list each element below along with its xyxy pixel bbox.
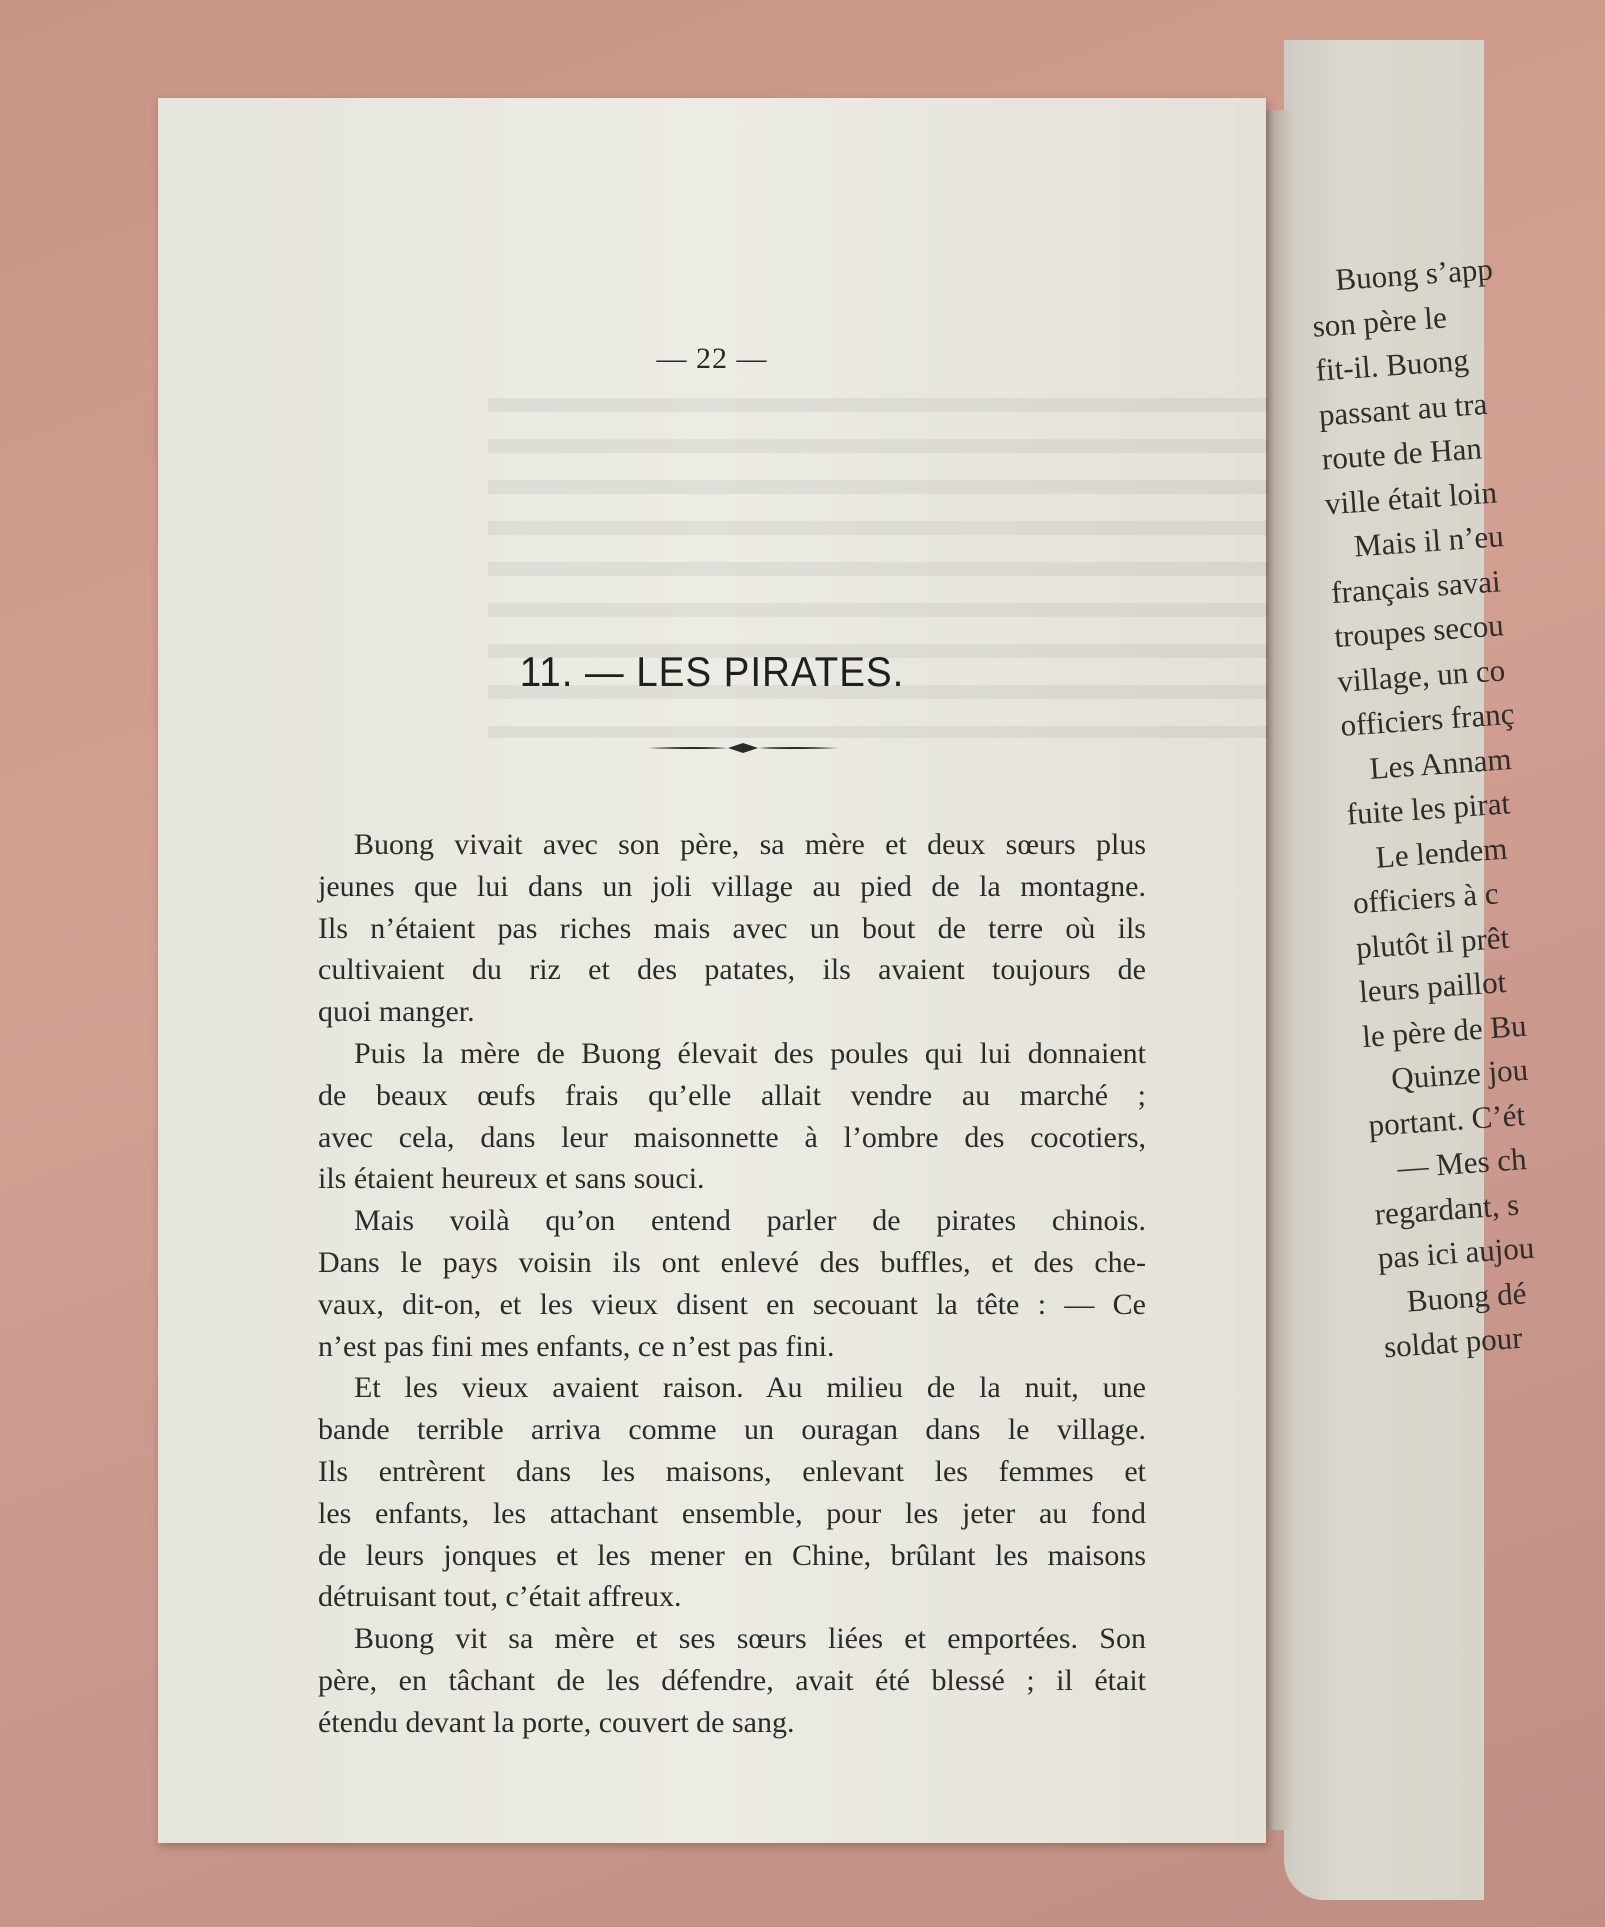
text-line: quoi manger. <box>318 995 475 1029</box>
text-line: père, en tâchant de les défendre, avait été blessé ; il était <box>318 1663 1146 1697</box>
right-page-line: officiers à c <box>1351 875 1500 921</box>
right-page-line: français savai <box>1330 562 1502 610</box>
right-page-line: Le lendem <box>1374 830 1509 875</box>
chapter-title: 11. — LES PIRATES. <box>519 648 905 695</box>
right-page-line: plutôt il prêt <box>1354 919 1511 965</box>
body-text <box>318 824 1146 1744</box>
page-number: — 22 — <box>656 342 768 375</box>
text-line: de beaux œufs frais qu’elle allait vendre au marché ; <box>318 1078 1146 1112</box>
right-page-line: portant. C’ét <box>1367 1096 1527 1143</box>
right-page-line: pas ici aujou <box>1376 1229 1536 1276</box>
right-page-line: son père le <box>1311 299 1448 344</box>
right-page-line: soldat pour <box>1382 1319 1524 1365</box>
right-page-line: Quinze jou <box>1390 1051 1530 1097</box>
right-page-line: passant au tra <box>1317 385 1489 433</box>
right-page-line: — Mes ch <box>1396 1140 1528 1185</box>
text-line: bande terrible arriva comme un ouragan dans le village. <box>318 1413 1146 1447</box>
right-page-line: leurs paillot <box>1357 963 1508 1010</box>
left-page <box>158 98 1266 1843</box>
text-line: les enfants, les attachant ensemble, pour les jeter au fond <box>318 1496 1146 1530</box>
right-page-line: officiers franç <box>1339 695 1516 743</box>
text-line: Buong vit sa mère et ses sœurs liées et emportées. Son <box>354 1622 1146 1656</box>
text-line: vaux, dit-on, et les vieux disent en secouant la tête : — Ce <box>318 1287 1146 1321</box>
right-page-line: fuite les pirat <box>1345 785 1512 832</box>
text-line: Dans le pays voisin ils ont enlevé des buffles, et des che- <box>318 1245 1146 1279</box>
ornament-divider <box>648 740 838 756</box>
right-page-line: fit-il. Buong <box>1314 342 1470 388</box>
text-line: Puis la mère de Buong élevait des poules qui lui donnaient <box>354 1036 1146 1070</box>
text-line: de leurs jonques et les mener en Chine, brûlant les maisons <box>318 1538 1146 1572</box>
right-page-line: le père de Bu <box>1361 1007 1528 1054</box>
right-page-line: route de Han <box>1320 430 1483 477</box>
right-page-line: village, un co <box>1336 651 1507 699</box>
text-line: Ils n’étaient pas riches mais avec un bout de terre où ils <box>318 911 1146 945</box>
text-line: détruisant tout, c’était affreux. <box>318 1580 682 1614</box>
book-spine <box>1262 110 1292 1830</box>
text-line: Et les vieux avaient raison. Au milieu de la nuit, une <box>354 1371 1146 1405</box>
text-line: Ils entrèrent dans les maisons, enlevant les femmes et <box>318 1454 1146 1488</box>
text-line: avec cela, dans leur maisonnette à l’ombre des cocotiers, <box>318 1120 1146 1154</box>
text-line: étendu devant la porte, couvert de sang. <box>318 1705 795 1739</box>
right-page-line: ville était loin <box>1323 473 1499 521</box>
text-line: Buong vivait avec son père, sa mère et deux sœurs plus <box>354 828 1146 861</box>
right-page-line: regardant, s <box>1373 1186 1521 1232</box>
right-page-line: Les Annam <box>1368 740 1513 786</box>
text-line: jeunes que lui dans un joli village au pied de la montagne. <box>318 869 1146 903</box>
right-page-line: troupes secou <box>1333 607 1505 655</box>
text-line: cultivaient du riz et des patates, ils avaient toujours de <box>318 953 1146 987</box>
right-page-line: Mais il n’eu <box>1352 518 1505 564</box>
right-page-line: Buong s’app <box>1334 251 1494 298</box>
text-line: ils étaient heureux et sans souci. <box>318 1162 705 1196</box>
text-line: n’est pas fini mes enfants, ce n’est pas fini. <box>318 1329 835 1363</box>
right-page-line: Buong dé <box>1405 1274 1528 1319</box>
text-line: Mais voilà qu’on entend parler de pirates chinois. <box>354 1204 1146 1238</box>
